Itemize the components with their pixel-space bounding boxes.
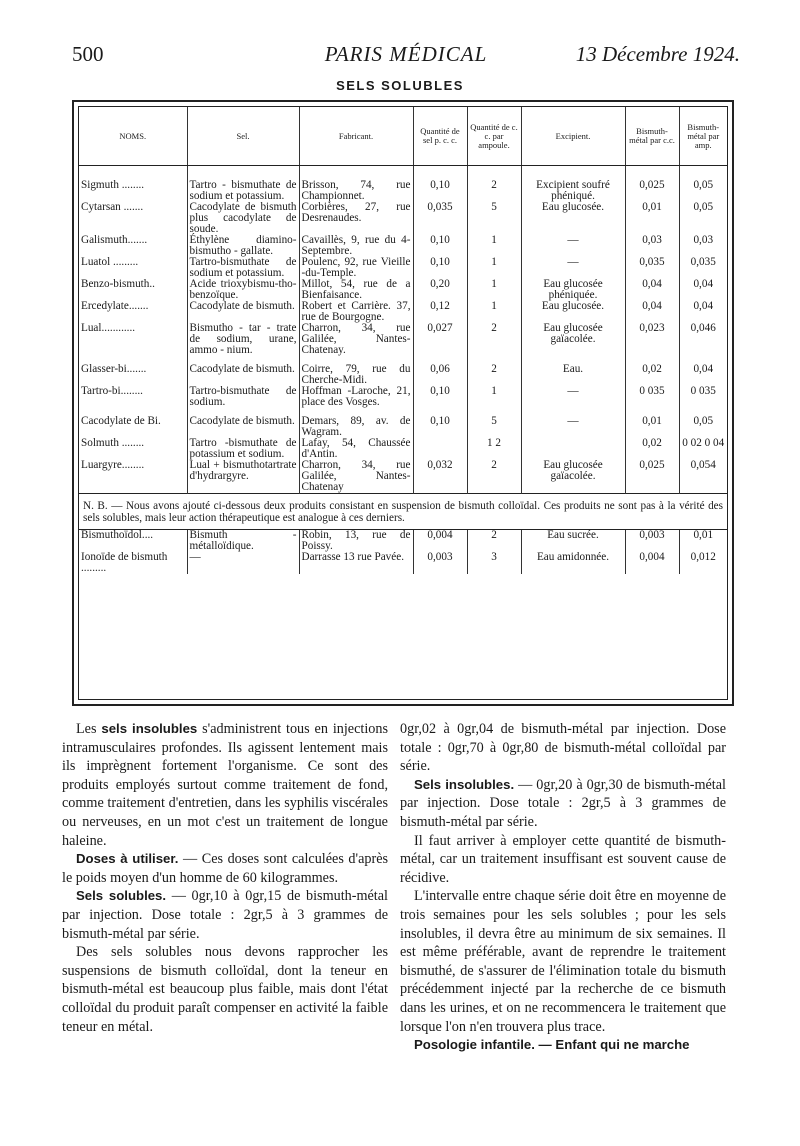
table-row (79, 166, 727, 203)
cell-nom: Cacodylate de Bi. (81, 415, 161, 427)
cell-bi-amp: 0 02 0 04 (679, 438, 727, 460)
cell-sel: Bismutho - tar - trate de sodium, urane, ammo - nium. (187, 323, 299, 356)
cell-qte-sel: 0,003 (413, 552, 467, 574)
paragraph (62, 720, 388, 850)
cell-excipient: — (521, 235, 625, 257)
cell-qte-cc: 1 (467, 386, 521, 408)
cell-excipient: — (521, 257, 625, 279)
issue-date: 13 Décembre 1924. (575, 42, 740, 66)
column-header: Sel. (187, 107, 299, 166)
cell-nom: Solmuth ........ (81, 437, 145, 449)
paragraph: 0gr,02 à 0gr,04 de bismuth-métal par injection. Dose totale : 0gr,70 à 0gr,80 de bismuth-métal colloïdal par série. (400, 721, 726, 775)
cell-nom: Galismuth....... (81, 234, 148, 246)
table-row (79, 552, 727, 574)
journal-title: PARIS MÉDICAL (324, 42, 488, 66)
cell-excipient: Eau. (521, 356, 625, 386)
cell-bi-cc: 0,02 (625, 356, 679, 386)
cell-fabricant: Robert et Carrière. 37, rue de Bourgogne. (299, 301, 413, 323)
cell-qte-sel: 0,20 (413, 279, 467, 301)
cell-fabricant: Robin, 13, rue de Poissy. (299, 530, 413, 553)
cell-fabricant: Demars, 89, av. de Wagram. (299, 408, 413, 438)
paragraph (62, 850, 388, 887)
column-header: Bismuth-métal par c.c. (625, 107, 679, 166)
cell-nom: Bismuthoïdol.... (81, 529, 154, 541)
cell-bi-cc: 0 035 (625, 386, 679, 408)
table-row (79, 235, 727, 257)
table-row (79, 356, 727, 386)
cell-bi-amp: 0,04 (679, 279, 727, 301)
cell-qte-sel: 0,10 (413, 166, 467, 203)
cell-sel: Tartro - bismuthate de sodium et potassium. (187, 166, 299, 203)
table-row (79, 323, 727, 356)
note-section (79, 494, 727, 530)
cell-fabricant: Cavaillès, 9, rue du 4-Septembre. (299, 235, 413, 257)
cell-nom: Cytarsan ....... (81, 201, 144, 213)
paragraph: L'intervalle entre chaque série doit être en moyenne de trois semaines pour les sels solubles ; pour les sels insolubles, il devra être au minimum de six semaines. Il est même préférable, avant de reprendre le traitement bismuthé, de s'assurer de l'élimination totale du bismuth précédemment injecté par la recherche de ce bismuth dans les urines, et on ne recommencera le traitement que lorsque l'on n'en trouvera plus trace. (400, 888, 726, 1035)
paragraph (400, 1036, 726, 1055)
table-body (79, 166, 727, 494)
cell-nom: Glasser-bi....... (81, 363, 147, 375)
table-row (79, 460, 727, 494)
cell-qte-sel: 0,10 (413, 235, 467, 257)
cell-qte-cc: 2 (467, 166, 521, 203)
cell-excipient: Excipient soufré phéniqué. (521, 166, 625, 203)
note-row (79, 494, 727, 530)
page-number: 500 (72, 42, 104, 66)
cell-qte-cc: 2 (467, 460, 521, 494)
bold-term: Sels insolubles. (414, 776, 515, 792)
cell-qte-sel (413, 438, 467, 460)
cell-bi-cc: 0,01 (625, 408, 679, 438)
cell-excipient: — (521, 408, 625, 438)
cell-bi-cc: 0,02 (625, 438, 679, 460)
cell-sel: — (187, 552, 299, 574)
cell-excipient: Eau glucosée. (521, 202, 625, 235)
cell-bi-cc: 0,04 (625, 301, 679, 323)
text-run: — Ces doses sont calculées d'après le poids moyen d'un homme de 60 kilogrammes. (62, 851, 389, 886)
cell-qte-sel: 0,032 (413, 460, 467, 494)
cell-qte-sel: 0,004 (413, 530, 467, 553)
cell-bi-amp: 0 035 (679, 386, 727, 408)
bold-term: Posologie infantile. — Enfant qui ne marche (414, 1037, 690, 1053)
cell-fabricant: Lafay, 54, Chaussée d'Antin. (299, 438, 413, 460)
cell-sel: Éthylène diamino-bismutho - gallate. (187, 235, 299, 257)
right-column (400, 720, 726, 1055)
cell-nom: Lual............ (81, 322, 136, 334)
text-run: Les (76, 721, 102, 737)
cell-fabricant: Darrasse 13 rue Pavée. (299, 552, 413, 574)
cell-nom: Sigmuth ........ (81, 179, 145, 191)
cell-qte-sel: 0,12 (413, 301, 467, 323)
cell-bi-amp: 0,054 (679, 460, 727, 494)
table-row (79, 202, 727, 235)
cell-nom: Tartro-bi........ (81, 385, 143, 397)
cell-sel: Cacodylate de bismuth. (187, 356, 299, 386)
cell-sel: Bismuth -métalloïdique. (187, 530, 299, 553)
paragraph: Il faut arriver à employer cette quantité de bismuth-métal, car un traitement insuffisant est souvent cause de récidive. (400, 832, 726, 886)
column-header: Bismuth-métal par amp. (679, 107, 727, 166)
table-row (79, 438, 727, 460)
cell-qte-sel: 0,10 (413, 257, 467, 279)
cell-nom: Ionoïde de bismuth ......... (81, 551, 168, 574)
cell-bi-amp: 0,012 (679, 552, 727, 574)
cell-bi-cc: 0,023 (625, 323, 679, 356)
cell-fabricant: Hoffman -Laroche, 21, place des Vosges. (299, 386, 413, 408)
cell-bi-cc: 0,004 (625, 552, 679, 574)
text-run: — 0gr,20 à 0gr,30 de bismuth-métal par injection. Dose totale : 2gr,5 à 3 grammes de bismuth-métal par série. (400, 776, 726, 830)
cell-bi-amp: 0,035 (679, 257, 727, 279)
text-run: — 0gr,10 à 0gr,15 de bismuth-métal par injection. Dose totale : 2gr,5 à 3 grammes de bismuth-métal par série. (62, 888, 388, 942)
cell-qte-cc: 2 (467, 356, 521, 386)
bold-term: Doses à utiliser. (76, 851, 179, 867)
cell-fabricant: Millot, 54, rue de a Bienfaisance. (299, 279, 413, 301)
paragraph (62, 887, 388, 943)
column-header: Fabricant. (299, 107, 413, 166)
cell-qte-sel: 0,027 (413, 323, 467, 356)
cell-qte-cc: 5 (467, 408, 521, 438)
cell-fabricant: Charron, 34, rue Galilée, Nantes-Chatenay. (299, 323, 413, 356)
cell-sel: Cacodylate de bismuth. (187, 301, 299, 323)
cell-fabricant: Charron, 34, rue Galilée, Nantes-Chatenay (299, 460, 413, 494)
colloidal-rows (79, 530, 727, 575)
cell-bi-cc: 0,04 (625, 279, 679, 301)
cell-nom: Luargyre........ (81, 459, 145, 471)
column-header: Excipient. (521, 107, 625, 166)
paragraph: Des sels solubles nous devons rapprocher les suspensions de bismuth colloïdal, dont la teneur en bismuth-métal est beaucoup plus faible, mais dont l'état colloïdal du produit paraît compenser en activité la faible teneur en métal. (62, 944, 388, 1035)
cell-excipient: Eau glucosée gaïacolée. (521, 460, 625, 494)
table-row (79, 530, 727, 553)
cell-sel: Tartro -bismuthate de potassium et sodium. (187, 438, 299, 460)
cell-qte-sel: 0,10 (413, 386, 467, 408)
cell-qte-cc: 1 (467, 279, 521, 301)
column-header: NOMS. (79, 107, 187, 166)
cell-fabricant: Poulenc, 92, rue Vieille -du-Temple. (299, 257, 413, 279)
cell-fabricant: Corbières, 27, rue Desrenaudes. (299, 202, 413, 235)
cell-bi-amp: 0,05 (679, 408, 727, 438)
text-run: s'administrent tous en injections intramusculaires profondes. Ils agissent lentement mais ils imprègnent fortement l'organisme. Ce sont des produits employés surtout comme traitement de fond, comme traitement d'entretien, dans les syphilis viscérales ou nerveuses, en un mot c'est un traitement de longue haleine. (62, 721, 388, 849)
cell-sel: Cacodylate de bismuth. (187, 408, 299, 438)
cell-excipient: Eau glucosée gaïacolée. (521, 323, 625, 356)
table-row (79, 257, 727, 279)
table-row (79, 279, 727, 301)
cell-bi-amp: 0,04 (679, 356, 727, 386)
cell-nom: Benzo-bismuth.. (81, 278, 155, 290)
bold-term: Sels solubles. (76, 888, 167, 904)
cell-fabricant: Coirre, 79, rue du Cherche-Midi. (299, 356, 413, 386)
cell-excipient: Eau sucrée. (521, 530, 625, 553)
cell-excipient: — (521, 386, 625, 408)
cell-fabricant: Brisson, 74, rue Championnet. (299, 166, 413, 203)
cell-qte-sel: 0,10 (413, 408, 467, 438)
cell-sel: Acide trioxybismu-tho-benzoïque. (187, 279, 299, 301)
cell-bi-cc: 0,03 (625, 235, 679, 257)
cell-bi-cc: 0,035 (625, 257, 679, 279)
cell-qte-cc: 1 (467, 257, 521, 279)
cell-bi-amp: 0,05 (679, 202, 727, 235)
cell-bi-cc: 0,003 (625, 530, 679, 553)
cell-excipient: Eau glucosée. (521, 301, 625, 323)
cell-excipient: Eau amidonnée. (521, 552, 625, 574)
table-row (79, 386, 727, 408)
table-row (79, 408, 727, 438)
column-header: Quantité de sel p. c. c. (413, 107, 467, 166)
bold-term: sels insolubles (101, 721, 198, 736)
cell-qte-cc: 3 (467, 552, 521, 574)
cell-qte-cc: 1 2 (467, 438, 521, 460)
table-title: SELS SOLUBLES (336, 78, 464, 93)
cell-bi-amp: 0,01 (679, 530, 727, 553)
cell-bi-amp: 0,03 (679, 235, 727, 257)
soluble-salts-table (79, 107, 727, 574)
cell-excipient (521, 438, 625, 460)
cell-excipient: Eau glucosée phéniquée. (521, 279, 625, 301)
cell-bi-amp: 0,046 (679, 323, 727, 356)
cell-sel: Tartro-bismuthate de sodium. (187, 386, 299, 408)
column-header: Quantité de c. c. par ampoule. (467, 107, 521, 166)
cell-qte-cc: 1 (467, 235, 521, 257)
page-header (72, 42, 740, 72)
cell-sel: Tartro-bismuthate de sodium et potassium. (187, 257, 299, 279)
table-row (79, 301, 727, 323)
cell-bi-amp: 0,05 (679, 166, 727, 203)
table-header-row (79, 107, 727, 166)
paragraph (400, 776, 726, 832)
cell-bi-amp: 0,04 (679, 301, 727, 323)
left-column (62, 720, 388, 1036)
cell-nom: Ercedylate....... (81, 300, 149, 312)
cell-sel: Cacodylate de bismuth plus cacodylate de soude. (187, 202, 299, 235)
cell-qte-cc: 5 (467, 202, 521, 235)
cell-bi-cc: 0,025 (625, 166, 679, 203)
cell-qte-cc: 2 (467, 323, 521, 356)
cell-sel: Lual + bismuthotartrate d'hydrargyre. (187, 460, 299, 494)
nb-note: N. B. — Nous avons ajouté ci-dessous deux produits consistant en suspension de bismuth colloïdal. Ces produits ne sont pas à la vérité des sels solubles, mais leur action thérapeutique est analogue à ces derniers. (79, 494, 727, 530)
cell-qte-cc: 2 (467, 530, 521, 553)
cell-qte-sel: 0,035 (413, 202, 467, 235)
cell-bi-cc: 0,01 (625, 202, 679, 235)
cell-nom: Luatol ......... (81, 256, 139, 268)
cell-qte-cc: 1 (467, 301, 521, 323)
cell-qte-sel: 0,06 (413, 356, 467, 386)
cell-bi-cc: 0,025 (625, 460, 679, 494)
